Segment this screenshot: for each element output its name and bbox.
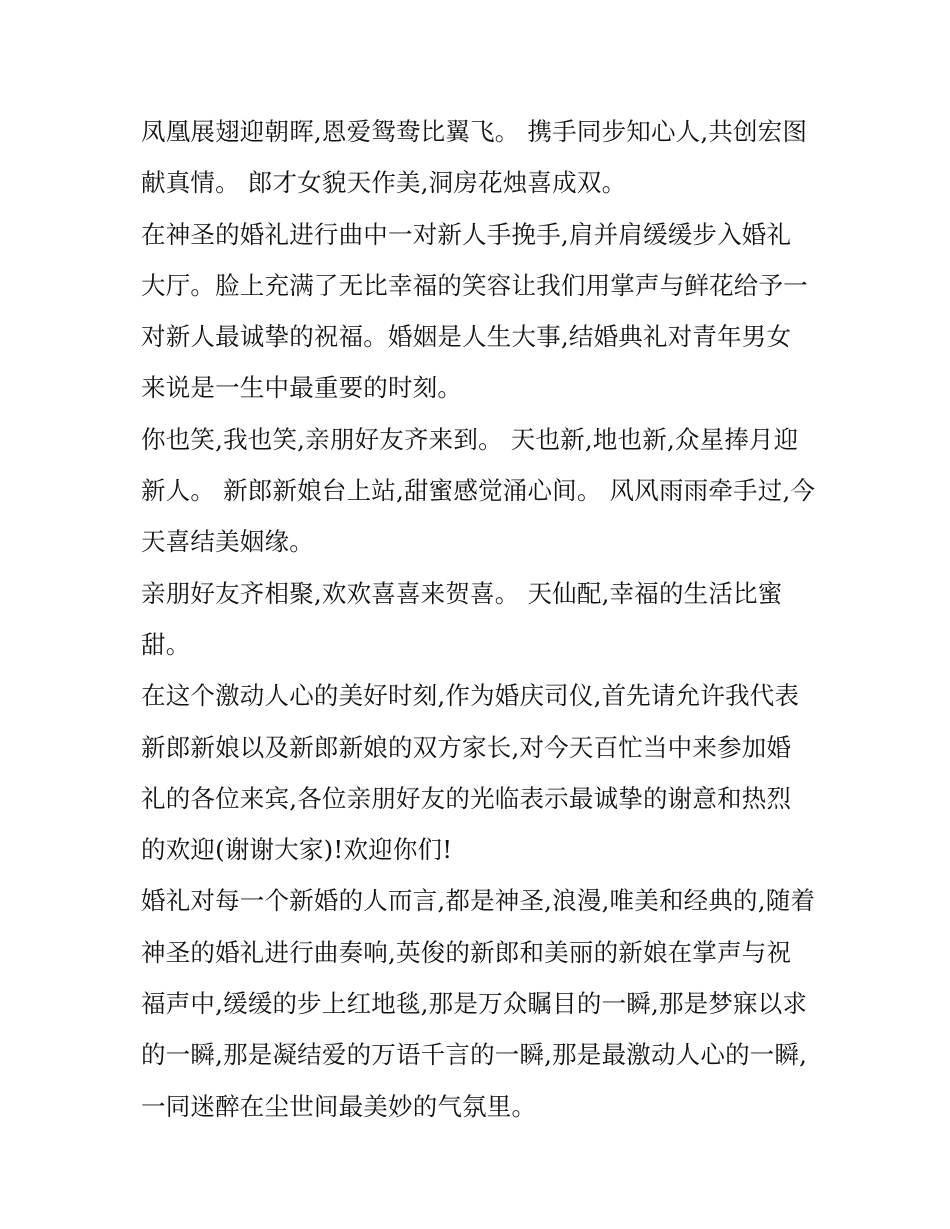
- text-line: 在神圣的婚礼进行曲中一对新人手挽手,肩并肩缓缓步入婚礼: [141, 219, 792, 249]
- text-line: 大厅。脸上充满了无比幸福的笑容让我们用掌声与鲜花给予一: [141, 270, 808, 300]
- text-line: 对新人最诚挚的祝福。婚姻是人生大事,结婚典礼对青年男女: [141, 322, 792, 352]
- text-line: 新郎新娘以及新郎新娘的双方家长,对今天百忙当中来参加婚: [141, 732, 792, 762]
- paragraph-3: [141, 414, 821, 568]
- text-line: 婚礼对每一个新婚的人而言,都是神圣,浪漫,唯美和经典的,随着: [141, 886, 816, 916]
- text-line: 来说是一生中最重要的时刻。: [141, 373, 463, 403]
- text-line: 在这个激动人心的美好时刻,作为婚庆司仪,首先请允许我代表: [141, 681, 800, 711]
- text-line: 一同迷醉在尘世间最美妙的气氛里。: [141, 1091, 537, 1121]
- text-line: 天喜结美姻缘。: [141, 527, 314, 557]
- text-line: 福声中,缓缓的步上红地毯,那是万众瞩目的一瞬,那是梦寐以求: [141, 989, 808, 1019]
- paragraph-1: [141, 106, 821, 209]
- text-line: 礼的各位来宾,各位亲朋好友的光临表示最诚挚的谢意和热烈: [141, 783, 792, 813]
- text-line: 亲朋好友齐相聚,欢欢喜喜来贺喜。 天仙配,幸福的生活比蜜: [141, 578, 783, 608]
- paragraph-4: [141, 568, 821, 671]
- text-line: 献真情。 郎才女貌天作美,洞房花烛喜成双。: [141, 168, 627, 198]
- text-line: 新人。 新郎新娘台上站,甜蜜感觉涌心间。 风风雨雨牵手过,今: [141, 476, 816, 506]
- text-line: 的欢迎(谢谢大家)!欢迎你们!: [141, 835, 453, 865]
- paragraph-6: [141, 875, 821, 1131]
- paragraph-5: [141, 670, 821, 875]
- text-line: 凤凰展翅迎朝晖,恩爱鸳鸯比翼飞。 携手同步知心人,共创宏图: [141, 117, 808, 146]
- paragraph-2: [141, 209, 821, 414]
- text-line: 的一瞬,那是凝结爱的万语千言的一瞬,那是最激动人心的一瞬,: [141, 1040, 808, 1070]
- text-line: 神圣的婚礼进行曲奏响,英俊的新郎和美丽的新娘在掌声与祝: [141, 937, 792, 967]
- text-line: 你也笑,我也笑,亲朋好友齐来到。 天也新,地也新,众星捧月迎: [141, 424, 799, 454]
- text-line: 甜。: [141, 629, 191, 659]
- document-body: [141, 106, 821, 1132]
